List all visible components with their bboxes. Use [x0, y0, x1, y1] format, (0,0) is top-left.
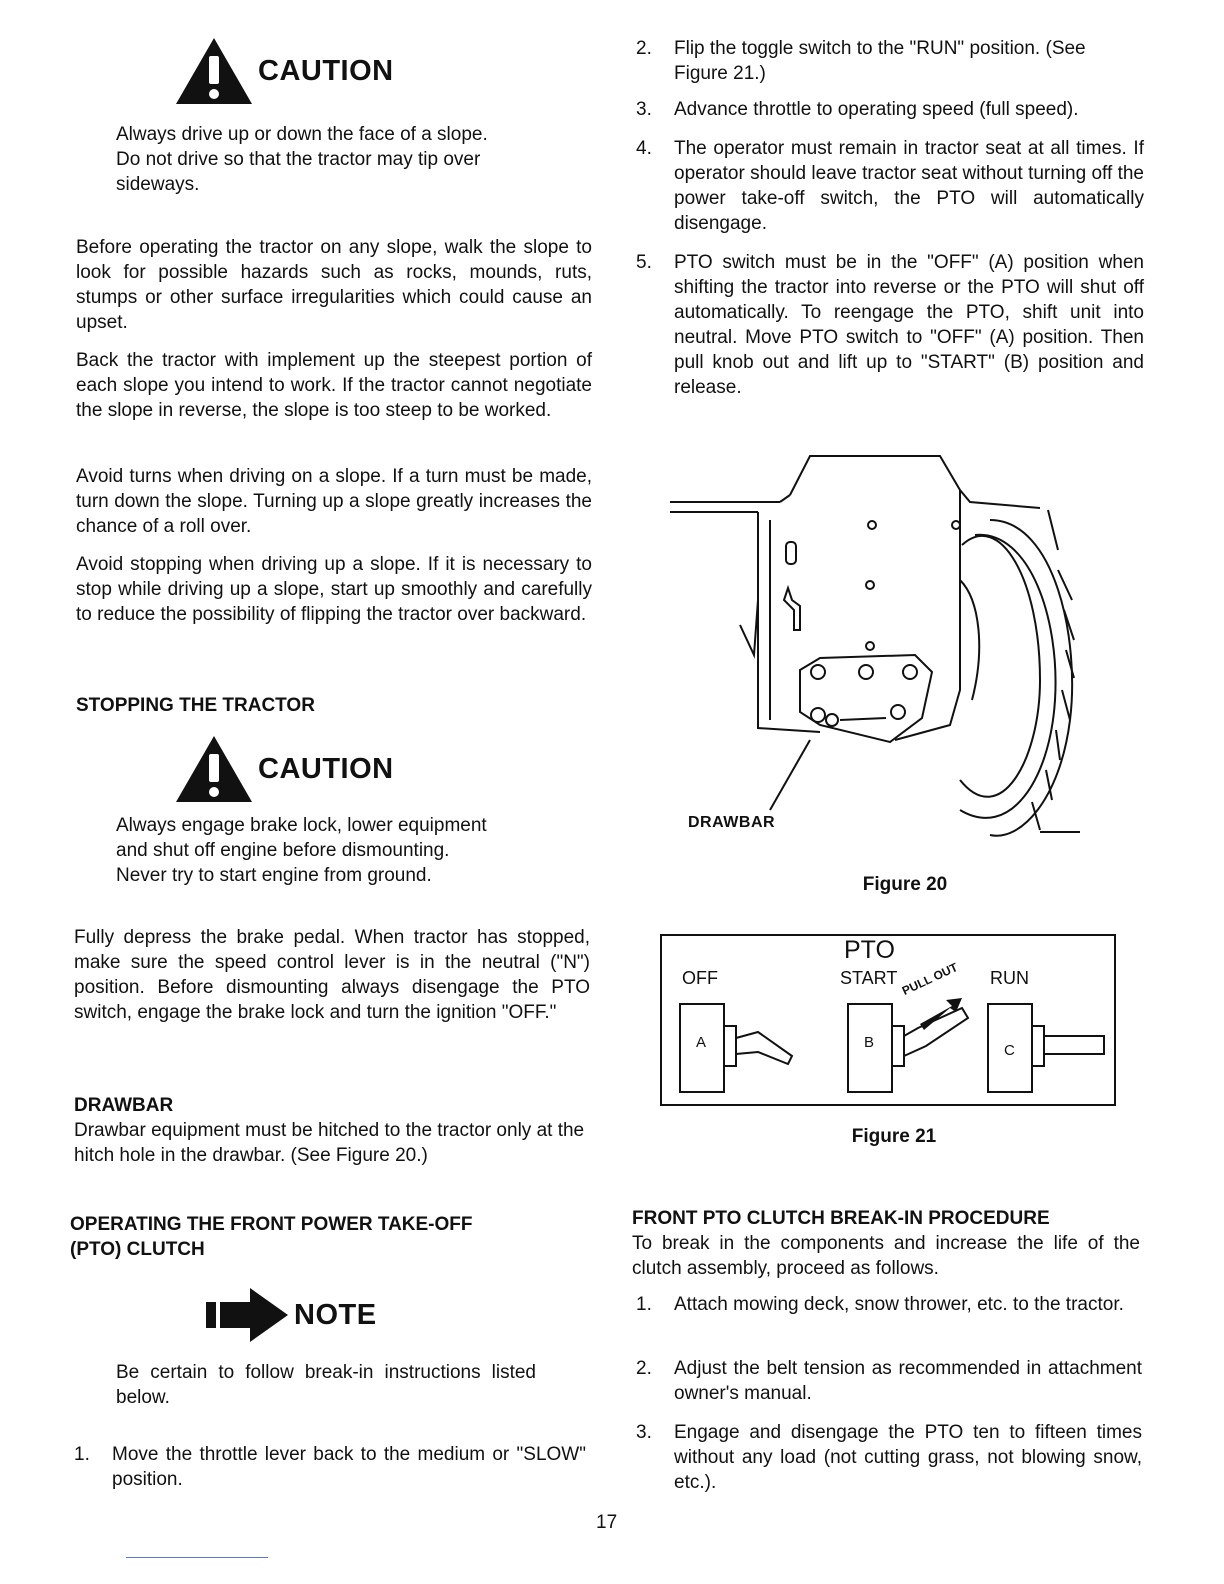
list-text: Engage and disengage the PTO ten to fifteen times without any load (not cutting grass, not blowing snow, etc.).: [674, 1422, 1142, 1493]
caution-text-1: [116, 122, 586, 197]
run-label: RUN: [990, 968, 1029, 988]
list-text: PTO switch must be in the "OFF" (A) position when shifting the tractor into reverse or the PTO will shut off automatically. To reengage the PTO, shift unit into neutral. Move PTO switch to "OFF" (A) position. Then pull knob out and lift up to "START" (B) position and release.: [674, 252, 1144, 398]
list-item: [636, 1420, 1142, 1495]
warning-triangle-icon: [174, 36, 254, 106]
caution-line: Do not drive so that the tractor may tip over: [116, 149, 481, 170]
drawbar-heading: DRAWBAR: [74, 1095, 174, 1116]
pto-heading-line1: OPERATING THE FRONT POWER TAKE-OFF: [70, 1214, 473, 1235]
caution-title: CAUTION: [258, 54, 394, 87]
toggle-switches-icon: [662, 936, 1114, 1104]
caution-line: sideways.: [116, 174, 200, 195]
caution-line: and shut off engine before dismounting.: [116, 840, 450, 861]
breakin-heading: FRONT PTO CLUTCH BREAK-IN PROCEDURE: [632, 1208, 1050, 1229]
stopping-heading: STOPPING THE TRACTOR: [76, 695, 315, 716]
bottom-rule: [126, 1557, 268, 1558]
list-item: [636, 1356, 1142, 1406]
drawbar-illustration: [660, 450, 1080, 840]
warning-triangle-icon: [174, 734, 254, 804]
list-number: 2.: [636, 38, 652, 59]
list-item: [636, 1292, 1142, 1317]
list-text: Move the throttle lever back to the medium or "SLOW" position.: [112, 1444, 586, 1490]
note-text: Be certain to follow break-in instructions listed below.: [116, 1362, 536, 1408]
pto-switch-diagram: [660, 934, 1116, 1106]
caution-block-2: [174, 734, 394, 804]
figure-20-caption: Figure 20: [862, 874, 948, 895]
caution-line: Never try to start engine from ground.: [116, 865, 432, 886]
note-title: NOTE: [294, 1298, 377, 1331]
list-number: 2.: [636, 1358, 652, 1379]
page-number: 17: [596, 1512, 618, 1533]
list-item: [636, 97, 1144, 122]
off-label: OFF: [682, 968, 718, 988]
list-text: Adjust the belt tension as recommended in attachment owner's manual.: [674, 1358, 1142, 1404]
pull-out-label: PULL OUT: [899, 960, 960, 998]
switch-c-label: C: [1004, 1042, 1015, 1059]
stopping-paragraph: Fully depress the brake pedal. When tractor has stopped, make sure the speed control lever is in the neutral ("N") position. Before dismounting always disengage the PTO switch, engage the brake lock and turn the ignition "OFF.": [74, 927, 590, 1023]
caution-line: Always drive up or down the face of a slope.: [116, 124, 488, 145]
slope-paragraph-2: Back the tractor with implement up the steepest portion of each slope you intend to work. If the tractor cannot negotiate the slope in reverse, the slope is too steep to be worked.: [76, 350, 592, 421]
drawbar-paragraph: Drawbar equipment must be hitched to the tractor only at the hitch hole in the drawbar. (See Figure 20.): [74, 1120, 585, 1166]
list-number: 3.: [636, 1422, 652, 1443]
list-number: 3.: [636, 99, 652, 120]
note-block: [204, 1286, 377, 1344]
list-item: [636, 36, 1144, 86]
breakin-intro: To break in the components and increase the life of the clutch assembly, proceed as follows.: [632, 1233, 1140, 1279]
list-number: 4.: [636, 138, 652, 159]
switch-a-label: A: [696, 1034, 707, 1051]
list-text: Attach mowing deck, snow thrower, etc. to the tractor.: [674, 1294, 1124, 1315]
list-number: 5.: [636, 252, 652, 273]
list-item: [636, 136, 1144, 236]
slope-paragraph-4: Avoid stopping when driving up a slope. If it is necessary to stop while driving up a slope, start up smoothly and carefully to reduce the possibility of flipping the tractor over backward.: [76, 554, 592, 625]
caution-line: Always engage brake lock, lower equipment: [116, 815, 487, 836]
slope-paragraph-1: Before operating the tractor on any slope, walk the slope to look for possible hazards such as rocks, mounds, ruts, stumps or other surface irregularities which could cause an upset.: [76, 237, 592, 333]
arrow-right-icon: [204, 1286, 290, 1344]
pto-heading-line2: (PTO) CLUTCH: [70, 1239, 205, 1260]
list-text: Advance throttle to operating speed (full speed).: [674, 99, 1079, 120]
list-item: [636, 250, 1144, 400]
pto-title: PTO: [844, 936, 895, 964]
slope-paragraph-3: Avoid turns when driving on a slope. If a turn must be made, turn down the slope. Turning up a slope greatly increases the chance of a roll over.: [76, 466, 592, 537]
list-item: [74, 1442, 586, 1492]
start-label: START: [840, 968, 898, 988]
list-text: Flip the toggle switch to the "RUN" position. (See Figure 21.): [674, 38, 1086, 84]
switch-b-label: B: [864, 1034, 875, 1051]
caution-block-1: [174, 36, 394, 106]
caution-text-2: [116, 813, 586, 888]
figure-21-caption: Figure 21: [851, 1126, 937, 1147]
drawbar-label: DRAWBAR: [688, 814, 776, 831]
list-number: 1.: [636, 1294, 652, 1315]
list-text: The operator must remain in tractor seat at all times. If operator should leave tractor seat without turning off the power take-off switch, the PTO will automatically disengage.: [674, 138, 1144, 234]
list-number: 1.: [74, 1444, 90, 1465]
caution-title: CAUTION: [258, 752, 394, 785]
